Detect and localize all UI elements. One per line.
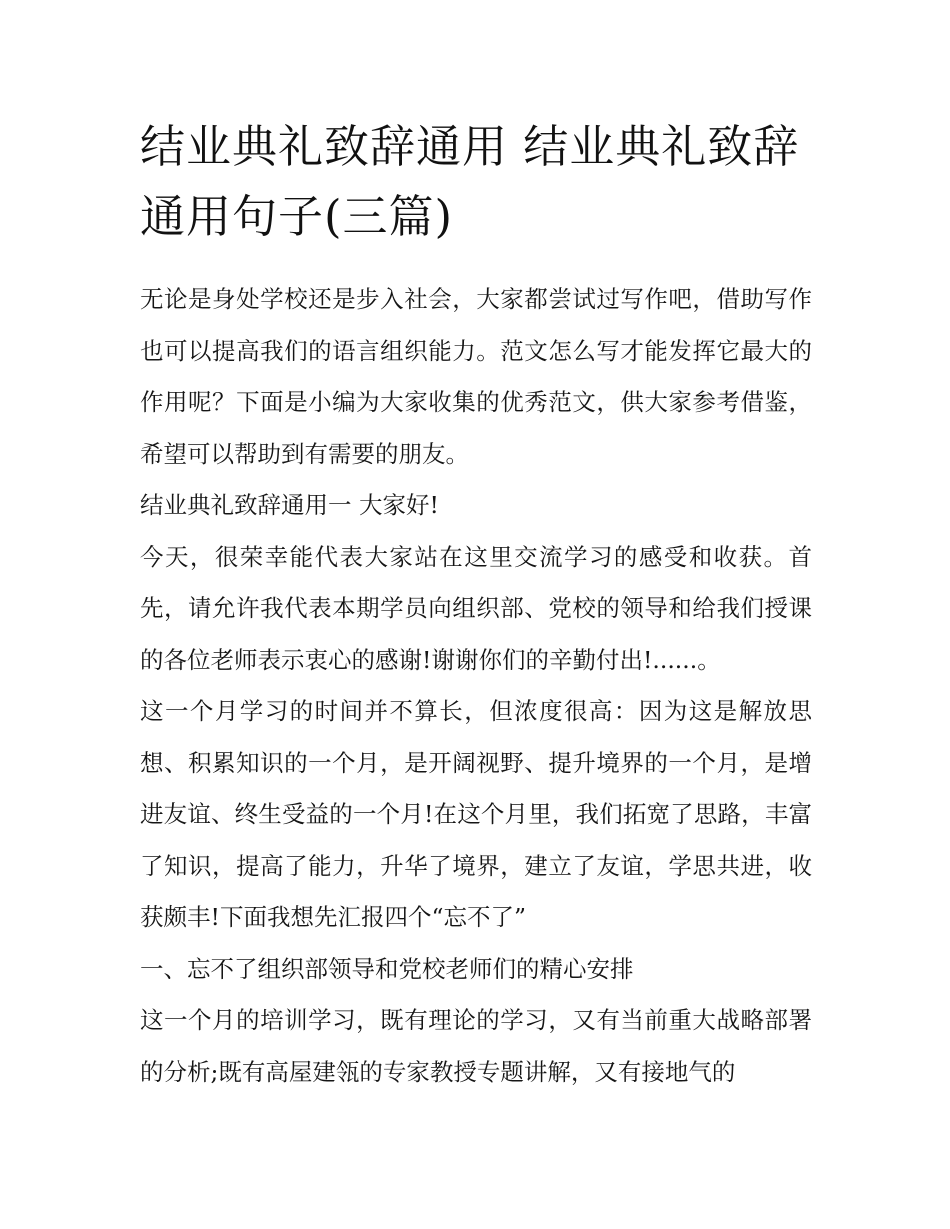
paragraph-training: 这一个月的培训学习，既有理论的学习，又有当前重大战略部署的分析;既有高屋建瓴的专家教授专题讲解，又有接地气的 [140,1006,812,1086]
document-title: 结业典礼致辞通用 结业典礼致辞通用句子(三篇) [140,120,800,243]
paragraph-intro: 无论是身处学校还是步入社会，大家都尝试过写作吧，借助写作也可以提高我们的语言组织能力。范文怎么写才能发挥它最大的作用呢？下面是小编为大家收集的优秀范文，供大家参考借鉴，希望可以帮助到有需要的朋友。 [140,285,812,468]
document-body [140,112,812,1098]
paragraph-month-summary: 这一个月学习的时间并不算长，但浓度很高：因为这是解放思想、积累知识的一个月，是开阔视野、提升境界的一个月，是增进友谊、终生受益的一个月!在这个月里，我们拓宽了思路，丰富了知识，提高了能力，升华了境界，建立了友谊，学思共进，收获颇丰!下面我想先汇报四个“忘不了” [140,697,812,931]
paragraph-thanks: 今天，很荣幸能代表大家站在这里交流学习的感受和收获。首先，请允许我代表本期学员向组织部、党校的领导和给我们授课的各位老师表示衷心的感谢!谢谢你们的辛勤付出!......。 [140,542,812,674]
paragraph-greeting: 结业典礼致辞通用一 大家好! [140,491,439,519]
section-heading-1: 一、忘不了组织部领导和党校老师们的精心安排 [140,954,634,983]
